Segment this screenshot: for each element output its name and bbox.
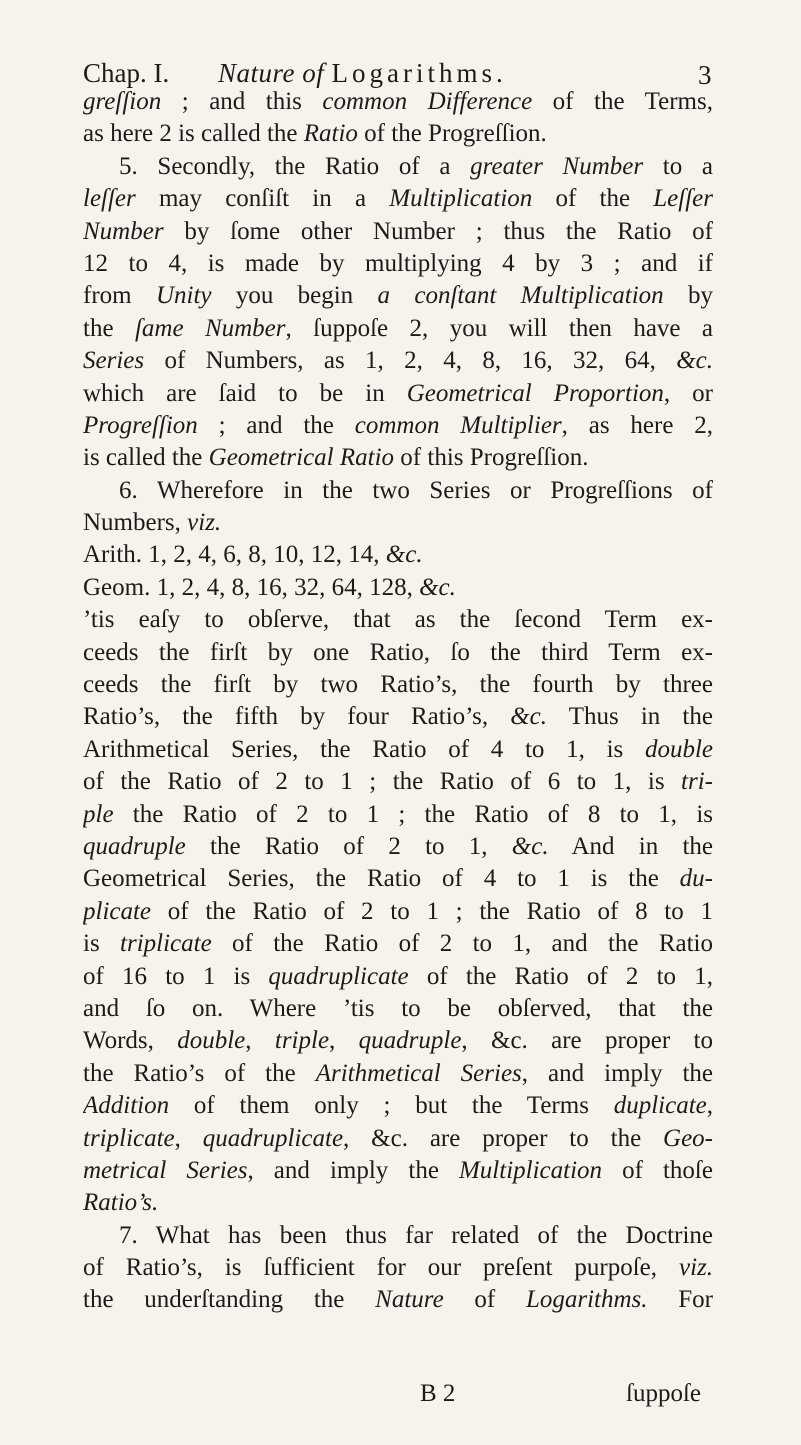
title-logarithms: Logarithms. [331,58,507,88]
text-run: , &c. are proper to the [343,1124,664,1152]
italic-run: Ratio [303,120,358,148]
text-line [83,248,713,280]
italic-run: &c. [385,541,423,569]
italic-run: triple [274,1027,330,1055]
text-run: , [329,1027,359,1055]
text-run: may conſiſt in a [135,185,390,213]
text-run: of [443,1286,526,1314]
body-text [83,86,713,1317]
text-line [83,410,713,442]
italic-run: common Multiplier [354,411,562,439]
chapter-label: Chap. I. [83,58,170,88]
text-run: And in the [548,832,713,860]
italic-run: quadruple [83,832,186,860]
text-line [83,701,713,733]
text-run: , &c. are proper to [461,1027,713,1055]
text-run: of 16 to 1 is [83,962,269,990]
text-run: ceeds the firſt by one Ratio, ſo the third Term ex- [83,638,713,666]
italic-run: Geo- [663,1124,713,1152]
text-line [83,216,713,248]
italic-run: Arithmetical Series [315,1059,522,1087]
text-run: from [83,282,156,310]
text-line [83,1252,713,1284]
text-run: is [83,930,121,958]
italic-run: Geometrical Ratio [208,444,395,472]
text-run: you begin [211,282,378,310]
italic-run: greater Number [470,152,644,180]
text-line [83,896,713,928]
text-line [83,1284,713,1316]
italic-run: &c. [510,703,548,731]
text-line [83,378,713,410]
text-line [83,572,713,604]
text-line [83,604,713,636]
text-run: the underſtanding the [83,1286,376,1314]
text-run: of the [532,185,654,213]
text-run: Geom. 1, 2, 4, 8, 16, 32, 64, 128, [83,573,420,601]
text-run: , and imply the [521,1059,713,1087]
italic-run: ple [83,800,114,828]
text-run: of the Ratio of 2 to 1, [408,962,713,990]
italic-run: Nature [375,1286,444,1314]
text-line [83,183,713,215]
text-run: which are ſaid to be in [83,379,407,407]
text-run: as here 2 is called the [83,120,304,148]
italic-run: Geometrical Proportion [406,379,664,407]
text-run: 12 to 4, is made by multiplying 4 by 3 ; and if [83,249,713,277]
page-number: 3 [698,60,712,90]
text-line [83,1123,713,1155]
text-line [83,1025,713,1057]
text-run: ; and the [197,411,355,439]
italic-run: quadruple [358,1027,462,1055]
text-run: , [245,1027,275,1055]
text-line [83,669,713,701]
italic-run: &c. [511,832,549,860]
text-run: the [83,314,135,342]
italic-run: metrical Series [83,1156,248,1184]
text-line [83,799,713,831]
italic-run: Addition [83,1092,170,1120]
italic-run: ſame Number [134,314,286,342]
text-line [83,86,713,118]
italic-run: leſſer [83,185,136,213]
text-run: of this Progreſſion. [394,444,589,472]
page-footer [0,1380,801,1420]
text-line [83,928,713,960]
italic-run: &c. [419,573,456,601]
text-run: by ſome other Number ; thus the Ratio of [163,217,713,245]
text-run: is called the [83,444,209,472]
text-run: of thoſe [602,1156,713,1184]
text-line [83,442,713,474]
text-run: , [174,1124,203,1152]
text-run: Numbers, [83,509,188,537]
italic-run: Multiplication [458,1156,603,1184]
text-run: Arithmetical Series, the Ratio of 4 to 1, is [83,735,645,763]
text-run: , as here 2, [561,411,713,439]
text-run: the Ratio of 2 to 1 ; the Ratio of 8 to 1, is [113,800,713,828]
text-line [83,539,713,571]
italic-run: common Difference [322,88,533,115]
text-run: of the Ratio of 2 to 1 ; the Ratio of 8 to 1 [151,897,713,925]
text-line [83,831,713,863]
text-run: the Ratio’s of the [83,1059,316,1087]
text-run: of the Progreſſion. [357,120,547,148]
catchword: ſuppoſe [626,1380,701,1407]
text-run: ceeds the firſt by two Ratio’s, the fourth by three [83,671,713,699]
text-run: Ratio’s, the fifth by four Ratio’s, [83,703,511,731]
text-run: and ſo on. Where ’tis to be obſerved, that the [83,994,713,1022]
text-line [83,1090,713,1122]
text-run: ’tis eaſy to obſerve, that as the ſecond Term ex- [83,606,713,634]
italic-run: greſſion [83,88,162,115]
text-run: Geometrical Series, the Ratio of 4 to 1 is the [83,865,680,893]
text-run: of the Ratio of 2 to 1, and the Ratio [211,930,713,958]
italic-run: Ratio’s. [83,1189,159,1217]
title-nature: Nature [218,58,295,88]
text-run: , or [663,379,713,407]
italic-run: Logarithms. [525,1286,648,1314]
italic-run: du- [679,865,713,893]
italic-run: quadruplicate [202,1124,344,1152]
text-line [83,1187,713,1219]
text-run: ; and this [161,88,323,115]
italic-run: &c. [676,347,713,375]
text-run: , and imply the [247,1156,459,1184]
text-run: to a [643,152,713,180]
text-run: 7. What has been thus far related of the Doctrine [119,1221,713,1249]
text-run: , ſuppoſe 2, you will then have a [285,314,713,342]
text-run: 5. Secondly, the Ratio of a [119,152,471,180]
title-of: of [302,58,325,88]
italic-run: triplicate [83,1124,175,1152]
text-line [83,507,713,539]
text-run: of them only ; but the Terms [169,1092,614,1120]
text-run: of the Ratio of 2 to 1 ; the Ratio of 6 to 1, is [83,768,682,796]
text-run: Arith. 1, 2, 4, 6, 8, 10, 12, 14, [83,541,386,569]
italic-run: Leſſer [653,185,713,213]
text-line [83,151,713,183]
text-line [83,863,713,895]
italic-run: a conſtant Multiplication [377,282,664,310]
text-run: For [647,1286,713,1314]
signature-mark: B 2 [420,1380,456,1407]
italic-run: Progreſſion [83,411,198,439]
text-line [83,345,713,377]
text-run: of Numbers, as 1, 2, 4, 8, 16, 32, 64, [144,347,677,375]
running-title [218,58,507,89]
text-line [83,475,713,507]
text-line [83,1058,713,1090]
italic-run: plicate [83,897,152,925]
text-line [83,280,713,312]
text-run: of the Terms, [532,88,713,115]
text-run: , [706,1092,713,1120]
italic-run: tri- [681,768,713,796]
text-line [83,766,713,798]
italic-run: viz. [187,509,222,537]
italic-run: double [177,1027,246,1055]
text-run: the Ratio of 2 to 1, [185,832,512,860]
italic-run: quadruplicate [268,962,409,990]
italic-run: Number [83,217,164,245]
text-line [83,1220,713,1252]
text-run: by [663,282,713,310]
text-run: of Ratio’s, is ſufficient for our preſent purpoſe, [83,1254,679,1282]
italic-run: Unity [155,282,212,310]
italic-run: triplicate [120,930,212,958]
text-line [83,993,713,1025]
italic-run: duplicate [613,1092,707,1120]
text-run: 6. Wherefore in the two Series or Progreſſions of [119,476,713,504]
text-run: Thus in the [547,703,713,731]
text-line [83,961,713,993]
italic-run: double [644,735,713,763]
italic-run: Series [83,347,145,375]
italic-run: Multiplication [389,185,533,213]
text-run: Words, [83,1027,178,1055]
text-line [83,118,713,150]
text-line [83,734,713,766]
italic-run: viz. [678,1254,713,1282]
text-line [83,637,713,669]
text-line [83,1155,713,1187]
text-line [83,313,713,345]
